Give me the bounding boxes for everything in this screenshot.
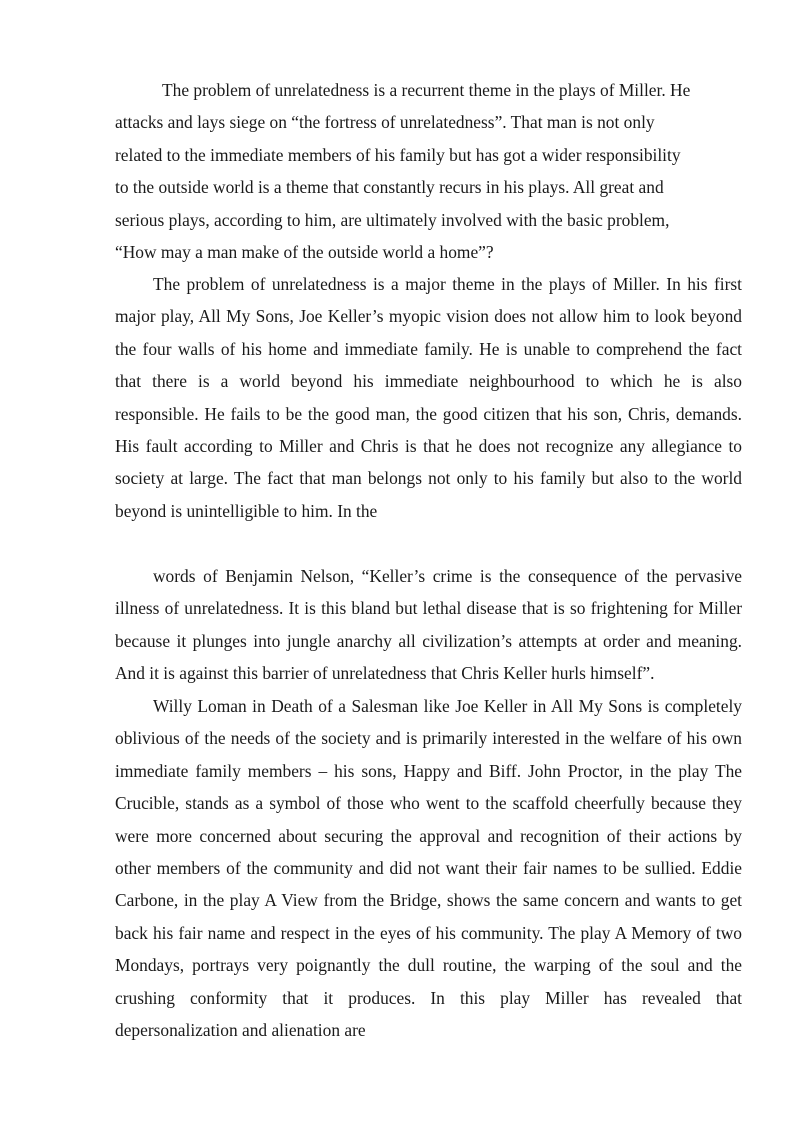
paragraph-intro [115,74,742,268]
paragraph-all-my-sons: The problem of unrelatedness is a major theme in the plays of Miller. In his first major play, All My Sons, Joe Keller’s myopic vision does not allow him to look beyond the four walls of his home and immediate family. He is unable to comprehend the fact that there is a world beyond his immediate neighbourhood to which he is also responsible. He fails to be the good man, the good citizen that his son, Chris, demands. His fault according to Miller and Chris is that he does not recognize any allegiance to society at large. The fact that man belongs not only to his family but also to the world beyond is unintelligible to him. In the [115,274,742,521]
paragraph-other-plays: Willy Loman in Death of a Salesman like Joe Keller in All My Sons is completely oblivious of the needs of the society and is primarily interested in the welfare of his own immediate family members – his sons, Happy and Biff. John Proctor, in the play The Crucible, stands as a symbol of those who went to the scaffold cheerfully because they were more concerned about securing the approval and recognition of their actions by other members of the community and did not want their fair names to be sullied. Eddie Carbone, in the play A View from the Bridge, shows the same concern and wants to get back his fair name and respect in the eyes of his community. The play A Memory of two Mondays, portrays very poignantly the dull routine, the warping of the soul and the crushing conformity that it produces. In this play Miller has revealed that depersonalization and alienation are [115,696,742,1041]
paragraph-intro-line: The problem of unrelatedness is a recurrent theme in the plays of Miller. He [162,80,691,100]
paragraph-intro-line: attacks and lays siege on “the fortress of unrelatedness”. That man is not only [115,112,655,133]
paragraph-intro-line: related to the immediate members of his family but has got a wider responsibility [115,144,681,165]
paragraph-nelson-quote: words of Benjamin Nelson, “Keller’s crime is the consequence of the pervasive illness of unrelatedness. It is this bland but lethal disease that is so frightening for Miller because it plunges into jungle anarchy all civilization’s attempts at order and meaning. And it is against this barrier of unrelatedness that Chris Keller hurls himself”. [115,566,742,684]
paragraph-intro-line: to the outside world is a theme that constantly recurs in his plays. All great and [115,177,664,198]
paragraph-intro-line: “How may a man make of the outside world a home”? [115,242,494,263]
paragraph-intro-line: serious plays, according to him, are ultimately involved with the basic problem, [115,209,670,230]
